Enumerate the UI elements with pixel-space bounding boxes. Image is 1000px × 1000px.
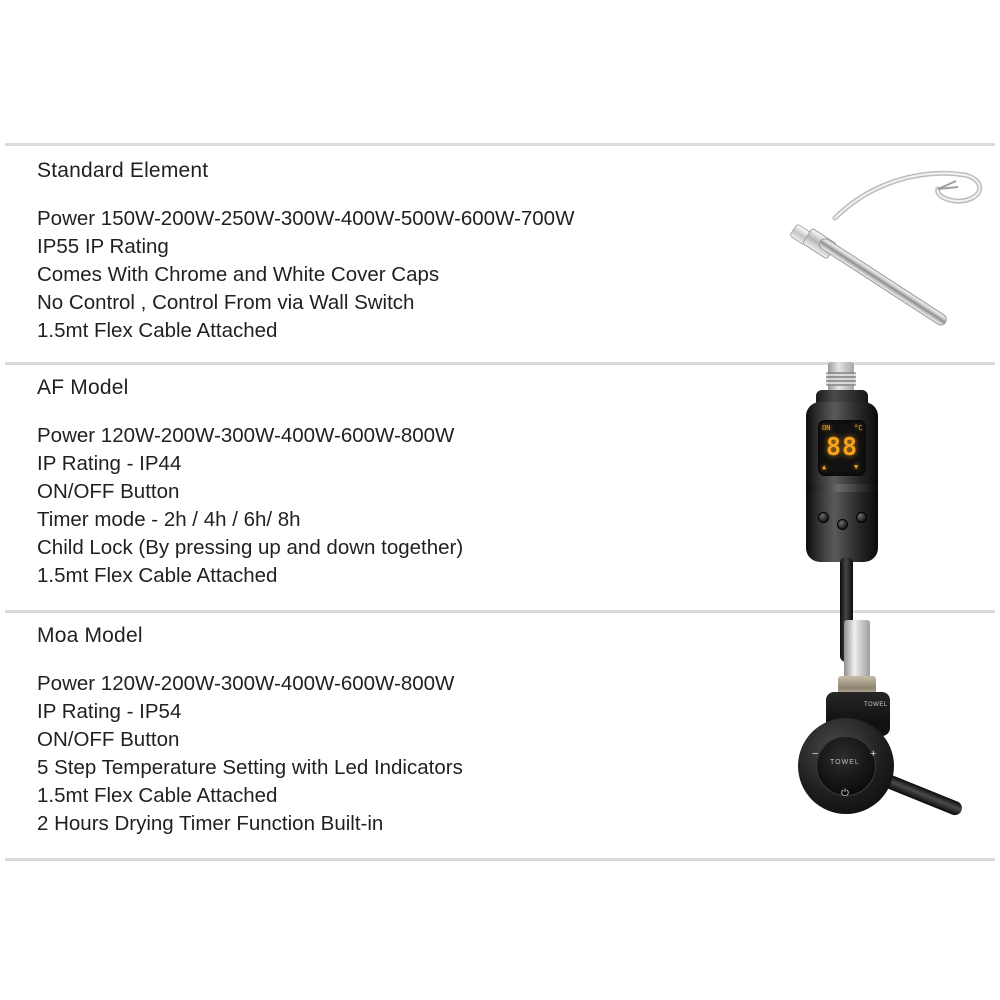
af-display-label-bottom-left: ▲ bbox=[822, 463, 827, 471]
af-neck-threads bbox=[826, 372, 856, 386]
section-af-model bbox=[0, 362, 1000, 610]
spec-line: 2 Hours Drying Timer Function Built-in bbox=[37, 812, 384, 835]
moa-dial-inner bbox=[816, 736, 876, 796]
moa-badge-label: TOWEL bbox=[864, 702, 888, 708]
spec-line: Timer mode - 2h / 4h / 6h/ 8h bbox=[37, 508, 301, 531]
divider-bottom bbox=[5, 858, 995, 861]
spec-line: ON/OFF Button bbox=[37, 480, 180, 503]
moa-plus-icon[interactable]: + bbox=[870, 748, 877, 760]
standard-heating-element-photo bbox=[760, 163, 990, 353]
spec-line: Comes With Chrome and White Cover Caps bbox=[37, 263, 440, 286]
spec-line: IP Rating - IP44 bbox=[37, 452, 182, 475]
spec-list bbox=[37, 205, 574, 345]
af-model-controller-photo bbox=[800, 362, 930, 610]
spec-line: 1.5mt Flex Cable Attached bbox=[37, 784, 278, 807]
spec-line: IP55 IP Rating bbox=[37, 235, 169, 258]
af-up-button[interactable] bbox=[856, 512, 867, 523]
af-power-button[interactable] bbox=[837, 519, 848, 530]
section-moa-model bbox=[0, 610, 1000, 858]
af-display-label-top-left: ON bbox=[822, 424, 831, 432]
af-display-label-top-right: °C bbox=[854, 424, 863, 432]
moa-power-icon[interactable]: ⏻ bbox=[841, 788, 849, 799]
af-display-value: 88 bbox=[825, 432, 859, 461]
moa-brand-label: TOWEL bbox=[830, 759, 860, 766]
spec-line: Power 150W-200W-250W-300W-400W-500W-600W-700W bbox=[37, 207, 575, 230]
spec-line: 5 Step Temperature Setting with Led Indicators bbox=[37, 756, 463, 779]
moa-minus-icon[interactable]: − bbox=[812, 748, 819, 760]
spec-list bbox=[37, 670, 463, 838]
spec-line: 1.5mt Flex Cable Attached bbox=[37, 319, 278, 342]
spec-line: IP Rating - IP54 bbox=[37, 700, 182, 723]
spec-line: ON/OFF Button bbox=[37, 728, 180, 751]
spec-line: No Control , Control From via Wall Switch bbox=[37, 291, 415, 314]
standard-element-cable-icon bbox=[760, 163, 990, 353]
moa-pipe bbox=[844, 620, 870, 678]
section-standard-element bbox=[0, 143, 1000, 362]
spec-line: 1.5mt Flex Cable Attached bbox=[37, 564, 278, 587]
moa-model-controller-photo bbox=[790, 620, 990, 850]
section-title: AF Model bbox=[37, 376, 129, 399]
af-down-button[interactable] bbox=[818, 512, 829, 523]
af-display-label-bottom-right: ▼ bbox=[854, 463, 859, 471]
spec-line: Power 120W-200W-300W-400W-600W-800W bbox=[37, 424, 455, 447]
spec-line: Power 120W-200W-300W-400W-600W-800W bbox=[37, 672, 455, 695]
af-trim-band bbox=[806, 484, 878, 492]
spec-list bbox=[37, 422, 463, 590]
section-title: Moa Model bbox=[37, 624, 143, 647]
spec-line: Child Lock (By pressing up and down together) bbox=[37, 536, 464, 559]
section-title: Standard Element bbox=[37, 159, 209, 182]
